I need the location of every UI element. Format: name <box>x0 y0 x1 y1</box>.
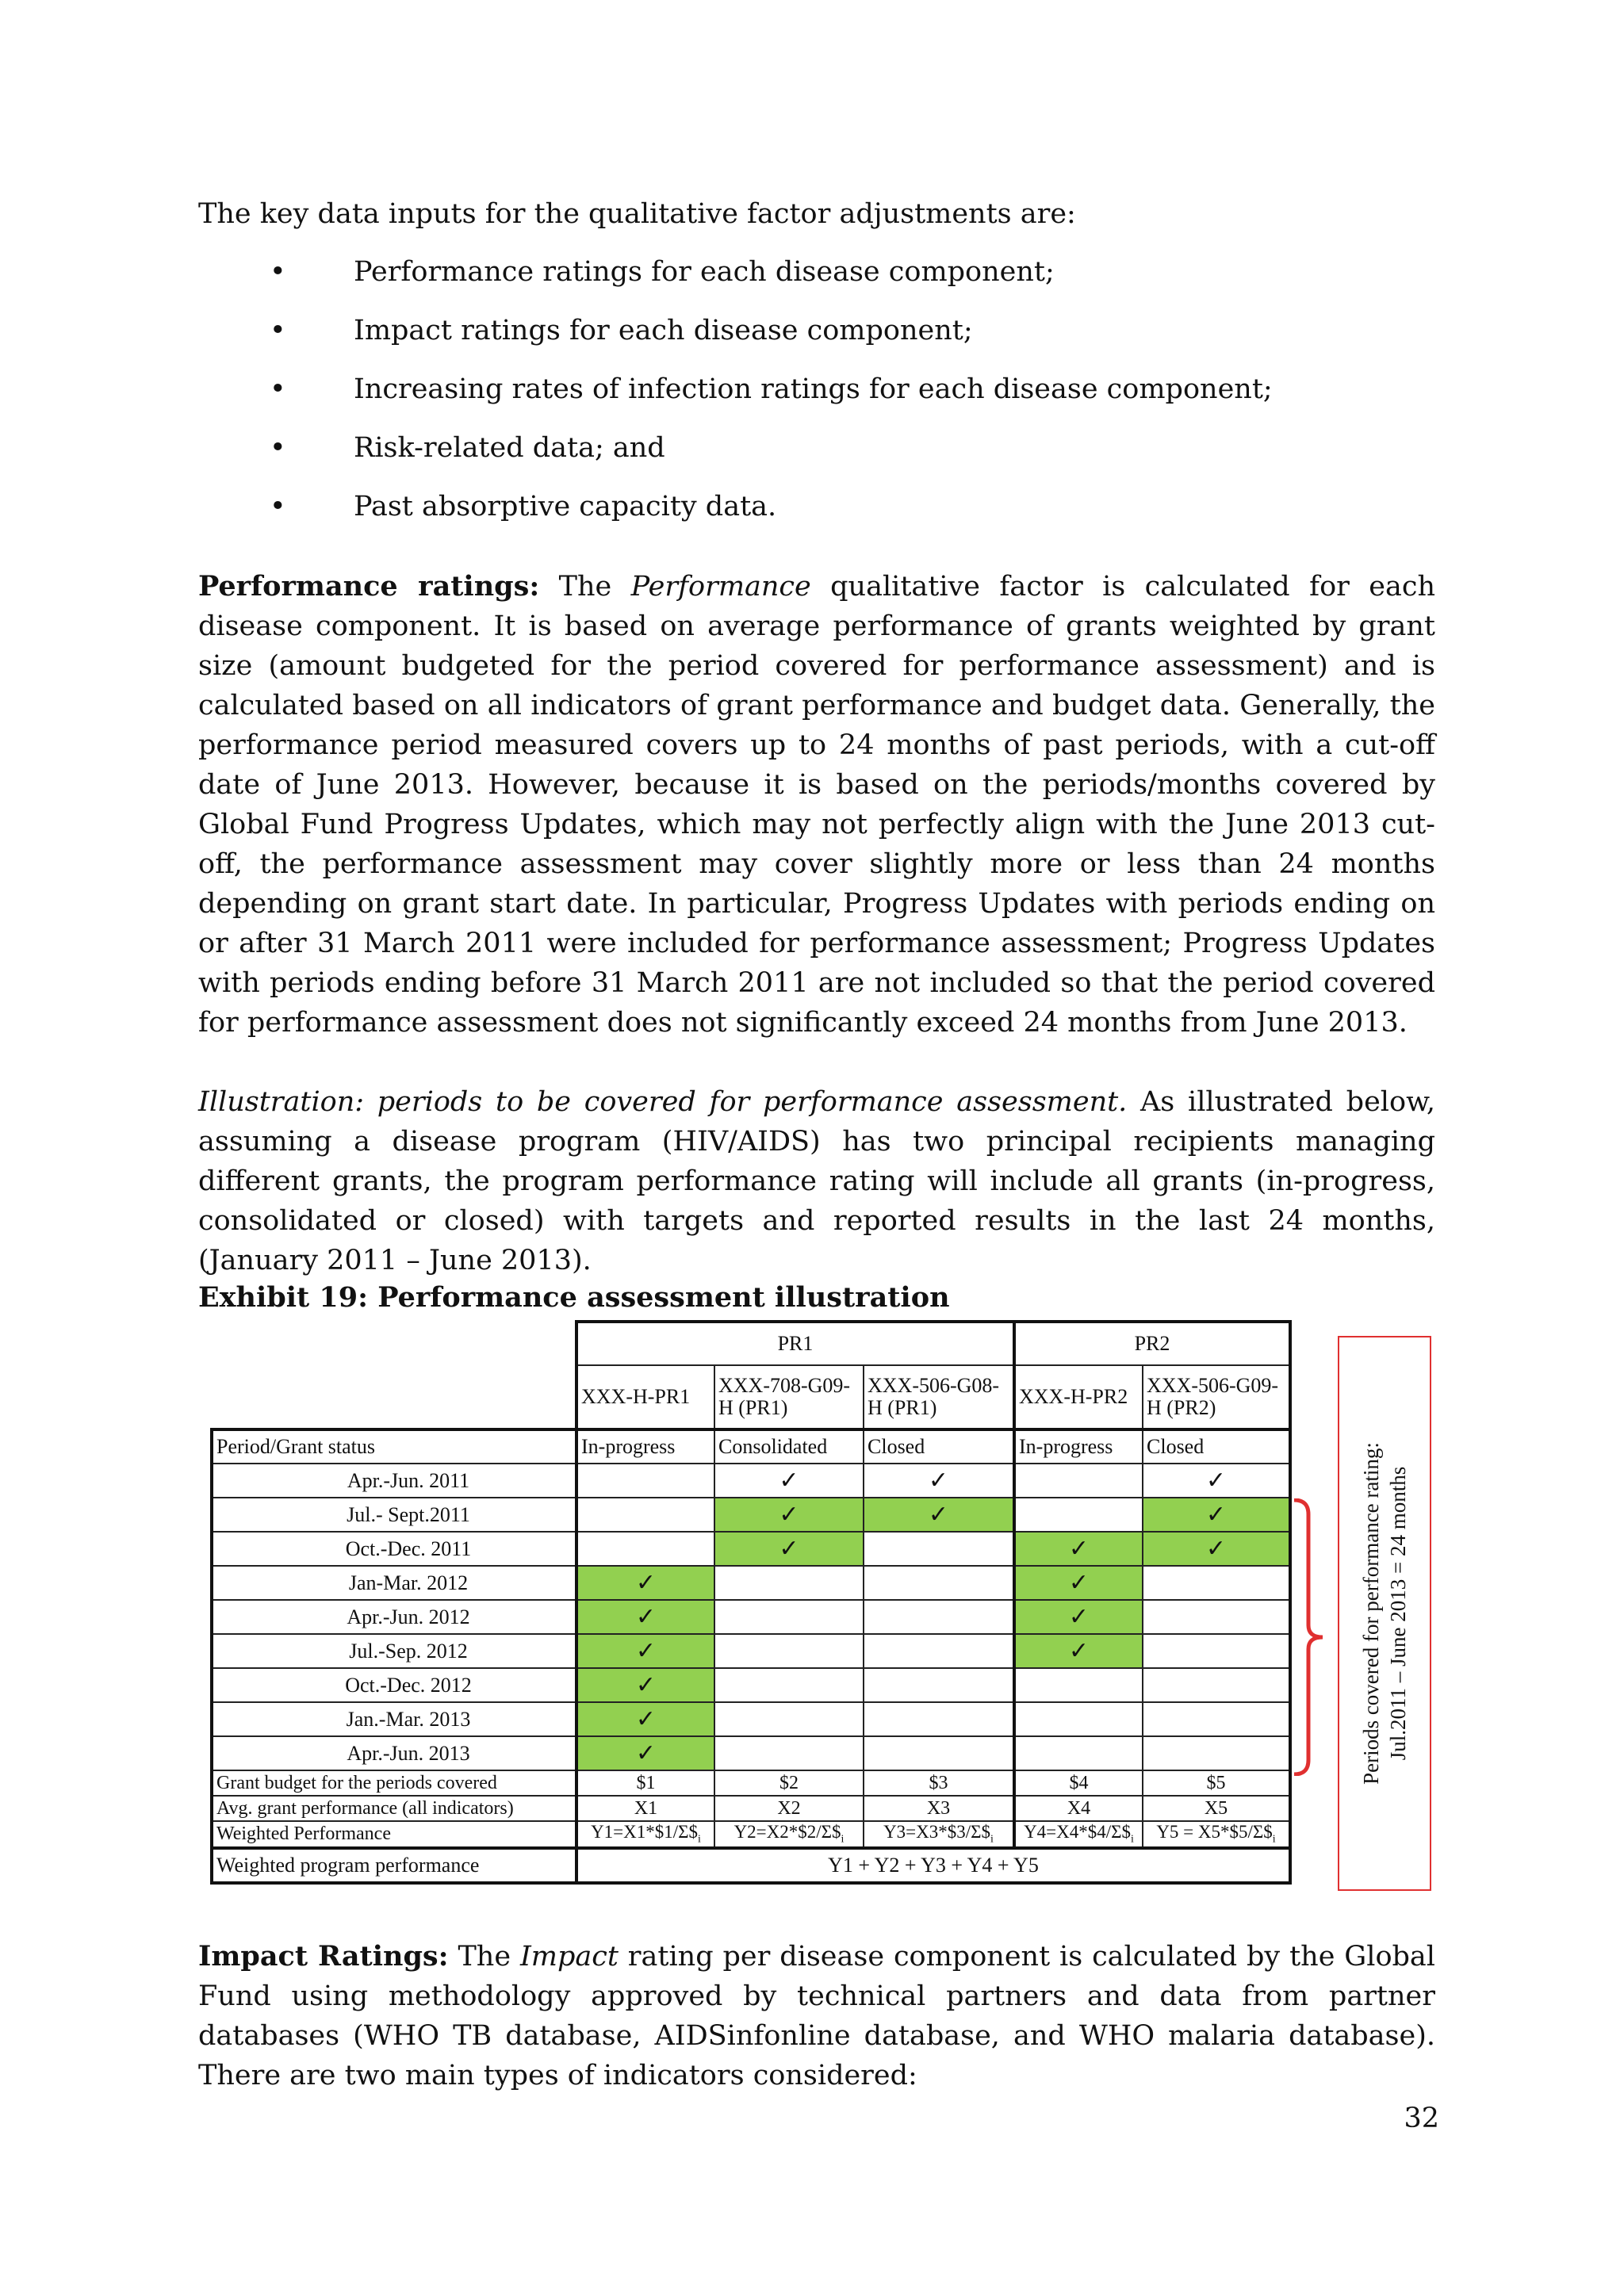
budget-cell: $5 <box>1143 1770 1290 1796</box>
period-cell <box>864 1566 1014 1600</box>
weighted-row-label: Weighted Performance <box>212 1821 576 1848</box>
period-cell <box>714 1634 864 1668</box>
period-cell <box>576 1668 714 1702</box>
period-cell <box>864 1532 1014 1566</box>
period-row <box>212 1566 1290 1600</box>
period-cell <box>1143 1736 1290 1770</box>
period-cell <box>864 1668 1014 1702</box>
period-bracket-icon <box>1293 1498 1324 1776</box>
grant-header: XXX-708-G09-H (PR1) <box>714 1365 864 1429</box>
period-cell <box>1143 1600 1290 1634</box>
period-label: Jan-Mar. 2012 <box>212 1566 576 1600</box>
illustration-paragraph: Illustration: periods to be covered for performance assessment. As illustrated below, assuming a disease program (HIV/AIDS) has two principal recipients managing different grants, the program performance rating will include all grants (in-progress, consolidated or closed) with targets and reported results in the last 24 months, (January 2011 – June 2013). <box>198 1086 1435 1276</box>
period-cell <box>1014 1566 1143 1600</box>
grant-header: XXX-506-G08-H (PR1) <box>864 1365 1014 1429</box>
checkmark-icon: ✓ <box>635 1705 657 1733</box>
period-label: Apr.-Jun. 2013 <box>212 1736 576 1770</box>
checkmark-icon: ✓ <box>1068 1637 1090 1665</box>
page-number: 32 <box>1404 2103 1439 2134</box>
weighted-cell: $Y1=X1*\$1/\Sigma\$_i$ <box>576 1821 714 1848</box>
periods-covered-line2: Jul.2011 – June 2013 = 24 months <box>1386 1466 1410 1761</box>
period-label: Apr.-Jun. 2011 <box>212 1464 576 1498</box>
period-cell <box>1143 1702 1290 1736</box>
period-cell <box>714 1566 864 1600</box>
grant-header: XXX-506-G09-H (PR2) <box>1143 1365 1290 1429</box>
bullet-item: • Risk-related data; and <box>270 428 1273 487</box>
avg-cell: X1 <box>576 1796 714 1821</box>
status-cell: Closed <box>1143 1429 1290 1464</box>
status-row-label: Period/Grant status <box>212 1429 576 1464</box>
period-label: Jan.-Mar. 2013 <box>212 1702 576 1736</box>
impact-heading: Impact Ratings: <box>198 1940 449 1973</box>
period-row <box>212 1702 1290 1736</box>
checkmark-icon: ✓ <box>1068 1569 1090 1597</box>
period-cell <box>714 1702 864 1736</box>
status-cell: Consolidated <box>714 1429 864 1464</box>
period-cell <box>1014 1532 1143 1566</box>
period-cell <box>714 1668 864 1702</box>
budget-cell: $2 <box>714 1770 864 1796</box>
status-cell: In-progress <box>1014 1429 1143 1464</box>
period-cell <box>576 1464 714 1498</box>
period-cell <box>1014 1634 1143 1668</box>
checkmark-icon: ✓ <box>635 1739 657 1767</box>
exhibit-title: Exhibit 19: Performance assessment illustration <box>198 1281 950 1314</box>
checkmark-icon: ✓ <box>1205 1467 1227 1494</box>
avg-cell: X3 <box>864 1796 1014 1821</box>
checkmark-icon: ✓ <box>779 1467 799 1494</box>
period-label: Apr.-Jun. 2012 <box>212 1600 576 1634</box>
status-cell: In-progress <box>576 1429 714 1464</box>
bullet-item: • Increasing rates of infection ratings for each disease component; <box>270 369 1273 428</box>
checkmark-icon: ✓ <box>635 1637 657 1665</box>
period-cell <box>576 1702 714 1736</box>
program-row-label: Weighted program performance <box>212 1848 576 1883</box>
bullet-dot-icon: • <box>270 315 286 346</box>
program-performance-value: Y1 + Y2 + Y3 + Y4 + Y5 <box>576 1848 1290 1883</box>
period-cell <box>1014 1464 1143 1498</box>
bullet-dot-icon: • <box>270 491 286 522</box>
pr2-header: PR2 <box>1014 1322 1290 1365</box>
checkmark-icon: ✓ <box>635 1569 657 1597</box>
weighted-cell: $Y3=X3*\$3/\Sigma\$_i$ <box>864 1821 1014 1848</box>
bullet-item: • Impact ratings for each disease component; <box>270 311 1273 369</box>
bullet-item: • Performance ratings for each disease component; <box>270 252 1273 311</box>
period-cell <box>714 1498 864 1532</box>
period-cell <box>864 1702 1014 1736</box>
period-cell <box>714 1736 864 1770</box>
period-cell <box>1014 1498 1143 1532</box>
bullet-dot-icon: • <box>270 373 286 405</box>
period-cell <box>1143 1566 1290 1600</box>
checkmark-icon: ✓ <box>779 1501 799 1529</box>
performance-assessment-table <box>210 1320 1292 1885</box>
avg-cell: X5 <box>1143 1796 1290 1821</box>
budget-cell: $3 <box>864 1770 1014 1796</box>
period-label: Jul.- Sept.2011 <box>212 1498 576 1532</box>
period-label: Oct.-Dec. 2011 <box>212 1532 576 1566</box>
checkmark-icon: ✓ <box>928 1501 949 1529</box>
period-cell <box>714 1464 864 1498</box>
period-cell <box>864 1498 1014 1532</box>
period-cell <box>576 1566 714 1600</box>
period-cell <box>864 1464 1014 1498</box>
checkmark-icon: ✓ <box>1068 1535 1090 1563</box>
period-cell <box>576 1600 714 1634</box>
period-row <box>212 1634 1290 1668</box>
checkmark-icon: ✓ <box>1205 1501 1227 1529</box>
period-cell <box>1143 1498 1290 1532</box>
grant-header: XXX-H-PR1 <box>576 1365 714 1429</box>
period-cell <box>1014 1668 1143 1702</box>
period-cell <box>1143 1464 1290 1498</box>
period-cell <box>1143 1532 1290 1566</box>
weighted-cell: $Y5 = X5*\$5/\Sigma\$_i$ <box>1143 1821 1290 1848</box>
budget-cell: $4 <box>1014 1770 1143 1796</box>
period-row <box>212 1532 1290 1566</box>
checkmark-icon: ✓ <box>1205 1535 1227 1563</box>
period-cell <box>714 1532 864 1566</box>
avg-cell: X4 <box>1014 1796 1143 1821</box>
period-cell <box>1143 1668 1290 1702</box>
avg-cell: X2 <box>714 1796 864 1821</box>
period-row <box>212 1498 1290 1532</box>
checkmark-icon: ✓ <box>1068 1603 1090 1631</box>
period-row <box>212 1464 1290 1498</box>
bullet-dot-icon: • <box>270 256 286 288</box>
periods-covered-line1: Periods covered for performance rating: <box>1359 1442 1383 1785</box>
avg-row-label: Avg. grant performance (all indicators) <box>212 1796 576 1821</box>
status-cell: Closed <box>864 1429 1014 1464</box>
period-cell <box>1014 1702 1143 1736</box>
period-cell <box>1143 1634 1290 1668</box>
weighted-cell: $Y2=X2*\$2/\Sigma\$_i$ <box>714 1821 864 1848</box>
period-cell <box>576 1532 714 1566</box>
period-cell <box>576 1634 714 1668</box>
period-row <box>212 1668 1290 1702</box>
impact-paragraph: Impact Ratings: The Impact rating per disease component is calculated by the Global Fund using methodology approved by technical partners and data from partner databases (WHO TB database, AIDSinfonline database, and WHO malaria database). There are two main types of indicators considered: <box>198 1940 1435 2091</box>
period-cell <box>864 1634 1014 1668</box>
checkmark-icon: ✓ <box>928 1467 949 1494</box>
budget-cell: $1 <box>576 1770 714 1796</box>
performance-heading: Performance ratings: <box>198 570 540 603</box>
checkmark-icon: ✓ <box>635 1671 657 1699</box>
period-row <box>212 1600 1290 1634</box>
checkmark-icon: ✓ <box>635 1603 657 1631</box>
period-label: Jul.-Sep. 2012 <box>212 1634 576 1668</box>
period-cell <box>1014 1736 1143 1770</box>
checkmark-icon: ✓ <box>779 1535 799 1563</box>
period-cell <box>714 1600 864 1634</box>
bullet-list <box>270 252 1273 545</box>
grant-header: XXX-H-PR2 <box>1014 1365 1143 1429</box>
intro-paragraph: The key data inputs for the qualitative factor adjustments are: <box>198 198 1076 230</box>
performance-paragraph: Performance ratings: The Performance qualitative factor is calculated for each disease component. It is based on average performance of grants weighted by grant size (amount budgeted for the period covered for performance assessment) and is calculated based on all indicators of grant performance and budget data. Generally, the performance period measured covers up to 24 months of past periods, with a cut-off date of June 2013. However, because it is based on the periods/months covered by Global Fund Progress Updates, which may not perfectly align with the June 2013 cut-off, the performance assessment may cover slightly more or less than 24 months depending on grant start date. In particular, Progress Updates with periods ending on or after 31 March 2011 were included for performance assessment; Progress Updates with periods ending before 31 March 2011 are not included so that the period covered for performance assessment does not significantly exceed 24 months from June 2013. <box>198 570 1435 1039</box>
weighted-cell: $Y4=X4*\$4/\Sigma\$_i$ <box>1014 1821 1143 1848</box>
period-row <box>212 1736 1290 1770</box>
period-cell <box>576 1498 714 1532</box>
period-cell <box>1014 1600 1143 1634</box>
period-cell <box>864 1600 1014 1634</box>
bullet-dot-icon: • <box>270 432 286 464</box>
budget-row-label: Grant budget for the periods covered <box>212 1770 576 1796</box>
period-label: Oct.-Dec. 2012 <box>212 1668 576 1702</box>
period-cell <box>864 1736 1014 1770</box>
bullet-item: • Past absorptive capacity data. <box>270 487 1273 545</box>
periods-covered-note <box>1338 1336 1431 1891</box>
period-cell <box>576 1736 714 1770</box>
pr1-header: PR1 <box>576 1322 1014 1365</box>
